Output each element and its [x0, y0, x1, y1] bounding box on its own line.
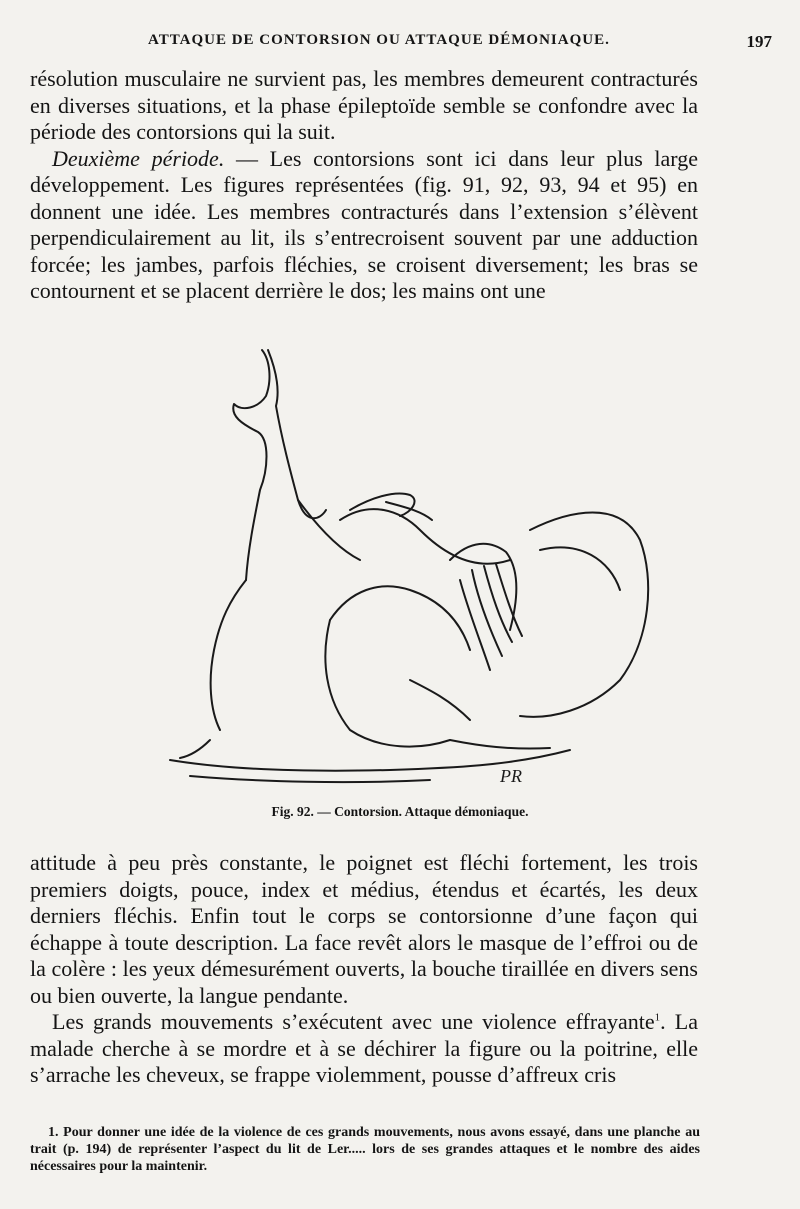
- paragraph-4-end: .: [660, 1009, 666, 1034]
- running-head: ATTAQUE DE CONTORSION OU ATTAQUE DÉMONIAQUE.: [148, 32, 610, 48]
- paragraph-2-text: — Les contorsions sont ici dans leur plus large développement. Les figures représentées (fig. 91, 92, 93, 94 et 95) en donnent une idée. Les membres contracturés dans l’extension s’élèvent perpendiculairement au lit, ils s’entrecroisent souvent par une adduction forcée; les jambes, parfois fléchies, se croisent diversement; les bras se contournent et se placent derrière le dos; les mains ont une: [30, 145, 699, 303]
- page-header: [30, 30, 772, 54]
- footnote-number: 1.: [48, 1125, 59, 1140]
- text-block-top: [30, 66, 698, 305]
- text-block-bottom: [30, 850, 698, 1089]
- section-lead: Deuxième période.: [52, 145, 225, 171]
- paragraph-5-text: La malade cherche à se mordre et à se déchirer la figure ou la poitrine, elle s’arrache les cheveux, se frappe violemment, pousse d’affreux cris: [30, 1009, 698, 1087]
- page-number: 197: [746, 32, 772, 51]
- paragraph-4-text: Les grands mouvements s’exécutent avec une violence effrayante: [52, 1009, 655, 1034]
- footnote-ref: 1: [654, 1011, 661, 1024]
- figure-caption: Fig. 92. — Contorsion. Attaque démoniaque.: [271, 804, 529, 819]
- artist-signature: PR: [500, 766, 522, 786]
- figure-illustration: [150, 320, 660, 790]
- paragraph-1: résolution musculaire ne survient pas, les membres demeurent contracturés en diverses situations, et la phase épileptoïde semble se confondre avec la période des contorsions qui la suit.: [30, 66, 698, 144]
- footnote-text: Pour donner une idée de la violence de ces grands mouvements, nous avons essayé, dans une planche au trait (p. 194) de représenter l’aspect du lit de Ler..... lors de ses grandes attaques et le nombre des aides nécessaires pour la maintenir.: [30, 1125, 700, 1174]
- footnotes: [30, 1124, 700, 1175]
- contorsion-drawing: [150, 320, 660, 790]
- footnote-1: [30, 1124, 700, 1175]
- paragraph-3: attitude à peu près constante, le poignet est fléchi fortement, les trois premiers doigts, pouce, index et médius, étendus et écartés, les deux derniers fléchis. Enfin tout le corps se contorsionne d’une façon qui échappe à toute description. La face revêt alors le masque de l’effroi ou de la colère : les yeux démesurément ouverts, la bouche tiraillée en divers sens ou bien ouverte, la langue pendante.: [30, 850, 698, 1008]
- paragraph-4: [30, 1009, 698, 1089]
- paragraph-2: [30, 146, 698, 305]
